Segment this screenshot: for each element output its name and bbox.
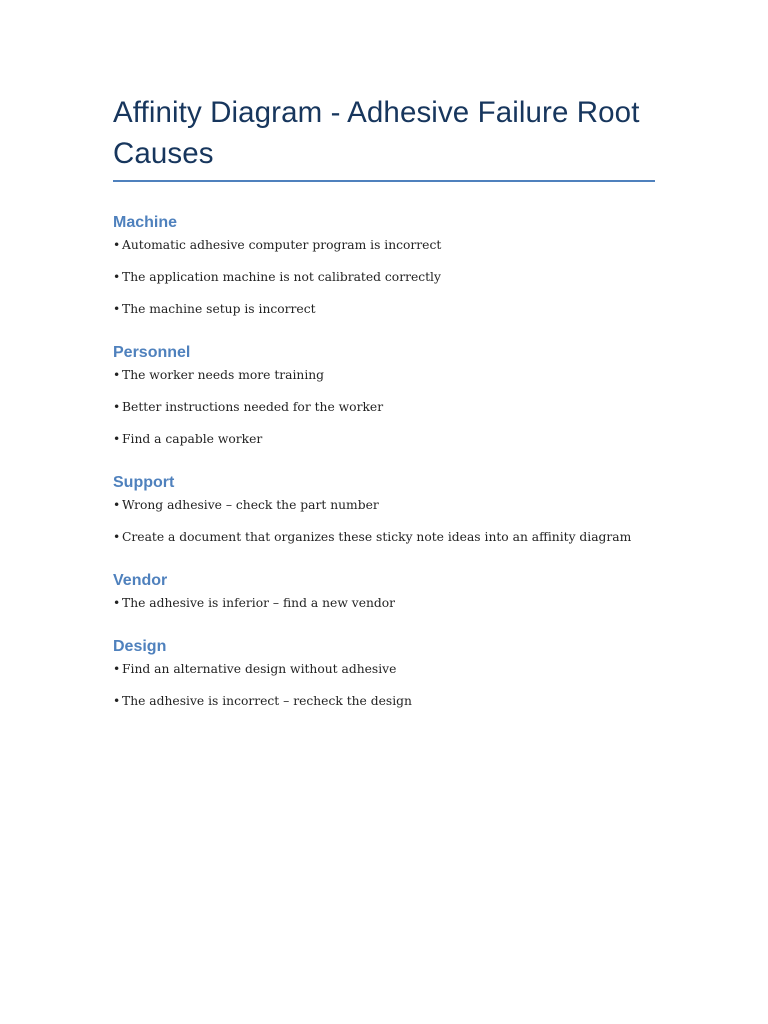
list-item-text: Better instructions needed for the worker xyxy=(122,400,384,414)
bullet-icon: • xyxy=(113,596,121,610)
bullet-icon: • xyxy=(113,498,121,512)
section-design xyxy=(113,637,655,709)
list-item-text: Automatic adhesive computer program is incorrect xyxy=(122,238,442,252)
section-heading: Machine xyxy=(113,214,178,231)
list-item xyxy=(113,301,655,317)
list-item xyxy=(113,269,655,285)
title-underline-divider xyxy=(113,180,655,182)
list-item xyxy=(113,529,655,545)
bullet-icon: • xyxy=(113,302,121,316)
bullet-icon: • xyxy=(113,432,121,446)
bullet-icon: • xyxy=(113,238,121,252)
list-item xyxy=(113,431,655,447)
section-heading: Vendor xyxy=(113,572,168,589)
sections-container xyxy=(113,213,655,709)
bullet-icon: • xyxy=(113,368,121,382)
list-item xyxy=(113,497,655,513)
section-personnel xyxy=(113,343,655,447)
list-item xyxy=(113,595,655,611)
list-item-text: The adhesive is inferior – find a new vendor xyxy=(122,596,396,610)
list-item xyxy=(113,399,655,415)
list-item-text: Find a capable worker xyxy=(122,432,263,446)
bullet-icon: • xyxy=(113,400,121,414)
list-item xyxy=(113,367,655,383)
list-item-text: The adhesive is incorrect – recheck the design xyxy=(122,694,412,708)
list-item xyxy=(113,661,655,677)
section-heading: Personnel xyxy=(113,344,191,361)
section-vendor xyxy=(113,571,655,611)
list-item-text: The machine setup is incorrect xyxy=(122,302,316,316)
document-page xyxy=(113,92,655,709)
bullet-icon: • xyxy=(113,530,121,544)
document-title: Affinity Diagram - Adhesive Failure Root Causes xyxy=(113,96,640,170)
section-heading: Support xyxy=(113,474,175,491)
list-item-text: The application machine is not calibrated correctly xyxy=(122,270,441,284)
list-item-text: Wrong adhesive – check the part number xyxy=(122,498,379,512)
section-machine xyxy=(113,213,655,317)
section-heading: Design xyxy=(113,638,167,655)
bullet-icon: • xyxy=(113,662,121,676)
list-item-text: Find an alternative design without adhesive xyxy=(122,662,397,676)
bullet-icon: • xyxy=(113,694,121,708)
bullet-icon: • xyxy=(113,270,121,284)
list-item-text: Create a document that organizes these sticky note ideas into an affinity diagram xyxy=(122,530,632,544)
list-item-text: The worker needs more training xyxy=(122,368,325,382)
section-support xyxy=(113,473,655,545)
list-item xyxy=(113,237,655,253)
list-item xyxy=(113,693,655,709)
